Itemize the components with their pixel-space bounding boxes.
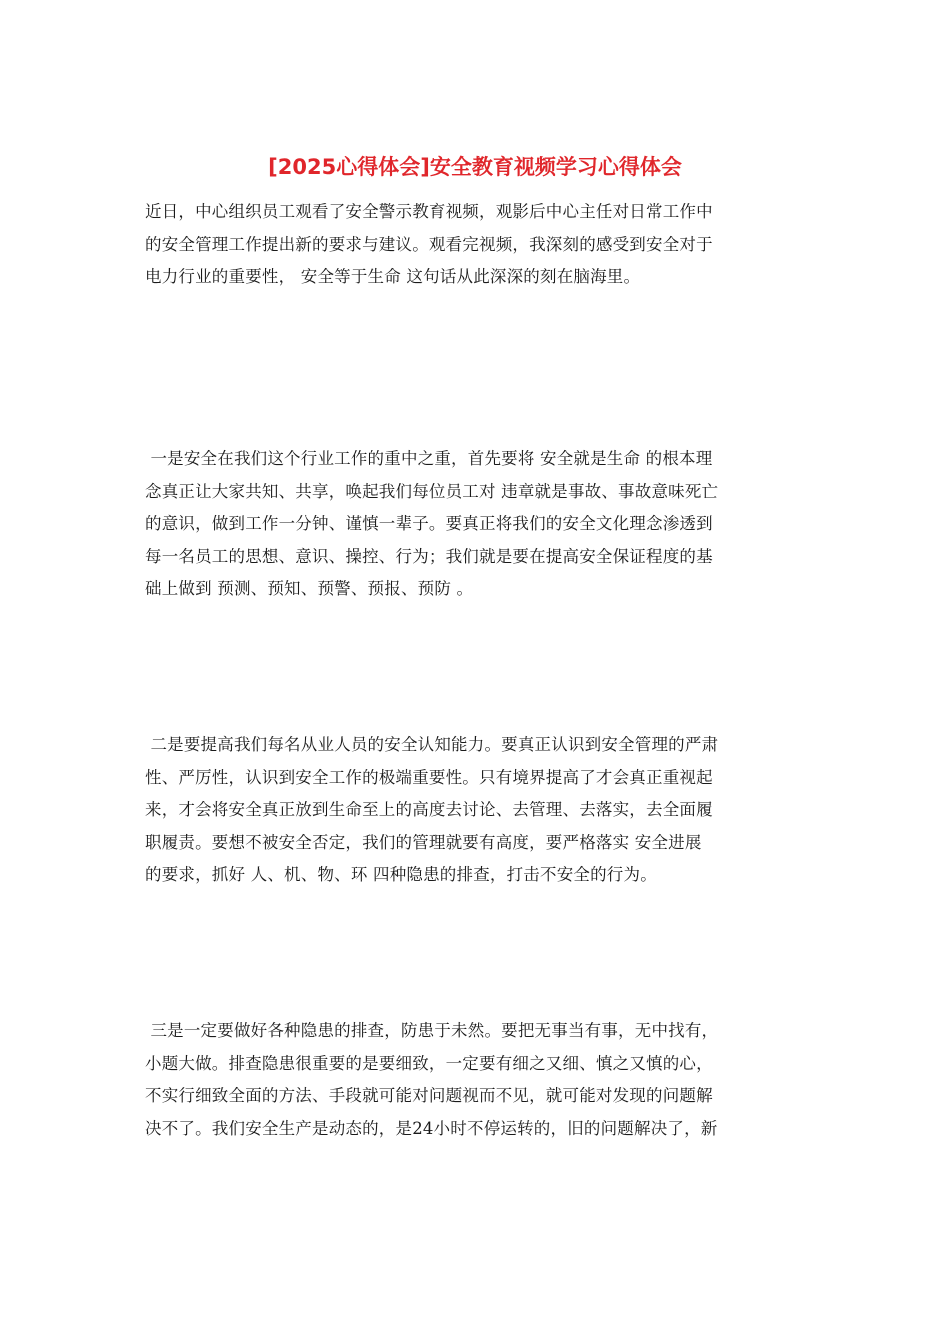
paragraph-line: 决不了。我们安全生产是动态的，是24小时不停运转的，旧的问题解决了，新 xyxy=(145,1118,718,1138)
paragraph-line: 一是安全在我们这个行业工作的重中之重，首先要将 安全就是生命 的根本理 xyxy=(145,449,713,468)
paragraph-line: 二是要提高我们每名从业人员的安全认知能力。要真正认识到安全管理的严肃 xyxy=(145,735,719,754)
paragraph-line: 的安全管理工作提出新的要求与建议。观看完视频，我深刻的感受到安全对于 xyxy=(145,234,713,254)
paragraph-point-three xyxy=(145,1015,810,1145)
paragraph-line: 念真正让大家共知、共享，唤起我们每位员工对 违章就是事故、事故意味死亡 xyxy=(145,481,719,501)
paragraph-line: 小题大做。排查隐患很重要的是要细致，一定要有细之又细、慎之又慎的心， xyxy=(145,1053,713,1073)
paragraph-line: 电力行业的重要性， 安全等于生命 这句话从此深深的刻在脑海里。 xyxy=(145,267,641,286)
paragraph-line: 近日，中心组织员工观看了安全警示教育视频，观影后中心主任对日常工作中 xyxy=(145,202,713,221)
paragraph-line: 不实行细致全面的方法、手段就可能对问题视而不见，就可能对发现的问题解 xyxy=(145,1086,713,1105)
paragraph-line: 的意识，做到工作一分钟、谨慎一辈子。要真正将我们的安全文化理念渗透到 xyxy=(145,514,713,533)
paragraph-line: 性、严厉性，认识到安全工作的极端重要性。只有境界提高了才会真正重视起 xyxy=(145,767,713,787)
paragraph-line: 础上做到 预测、预知、预警、预报、预防 。 xyxy=(145,579,474,598)
paragraph-point-two xyxy=(145,729,810,892)
paragraph-line: 来，才会将安全真正放到生命至上的高度去讨论、去管理、去落实，去全面履 xyxy=(145,800,713,819)
paragraph-point-one xyxy=(145,443,810,606)
document-title: [2025心得体会]安全教育视频学习心得体会 xyxy=(268,155,682,179)
paragraph-line: 每一名员工的思想、意识、操控、行为；我们就是要在提高安全保证程度的基 xyxy=(145,546,713,566)
paragraph-line: 的要求，抓好 人、机、物、环 四种隐患的排查，打击不安全的行为。 xyxy=(145,865,657,884)
paragraph-intro xyxy=(145,196,810,294)
paragraph-line: 三是一定要做好各种隐患的排查，防患于未然。要把无事当有事，无中找有， xyxy=(145,1021,719,1040)
paragraph-line: 职履责。要想不被安全否定，我们的管理就要有高度，要严格落实 安全进展 xyxy=(145,832,702,852)
